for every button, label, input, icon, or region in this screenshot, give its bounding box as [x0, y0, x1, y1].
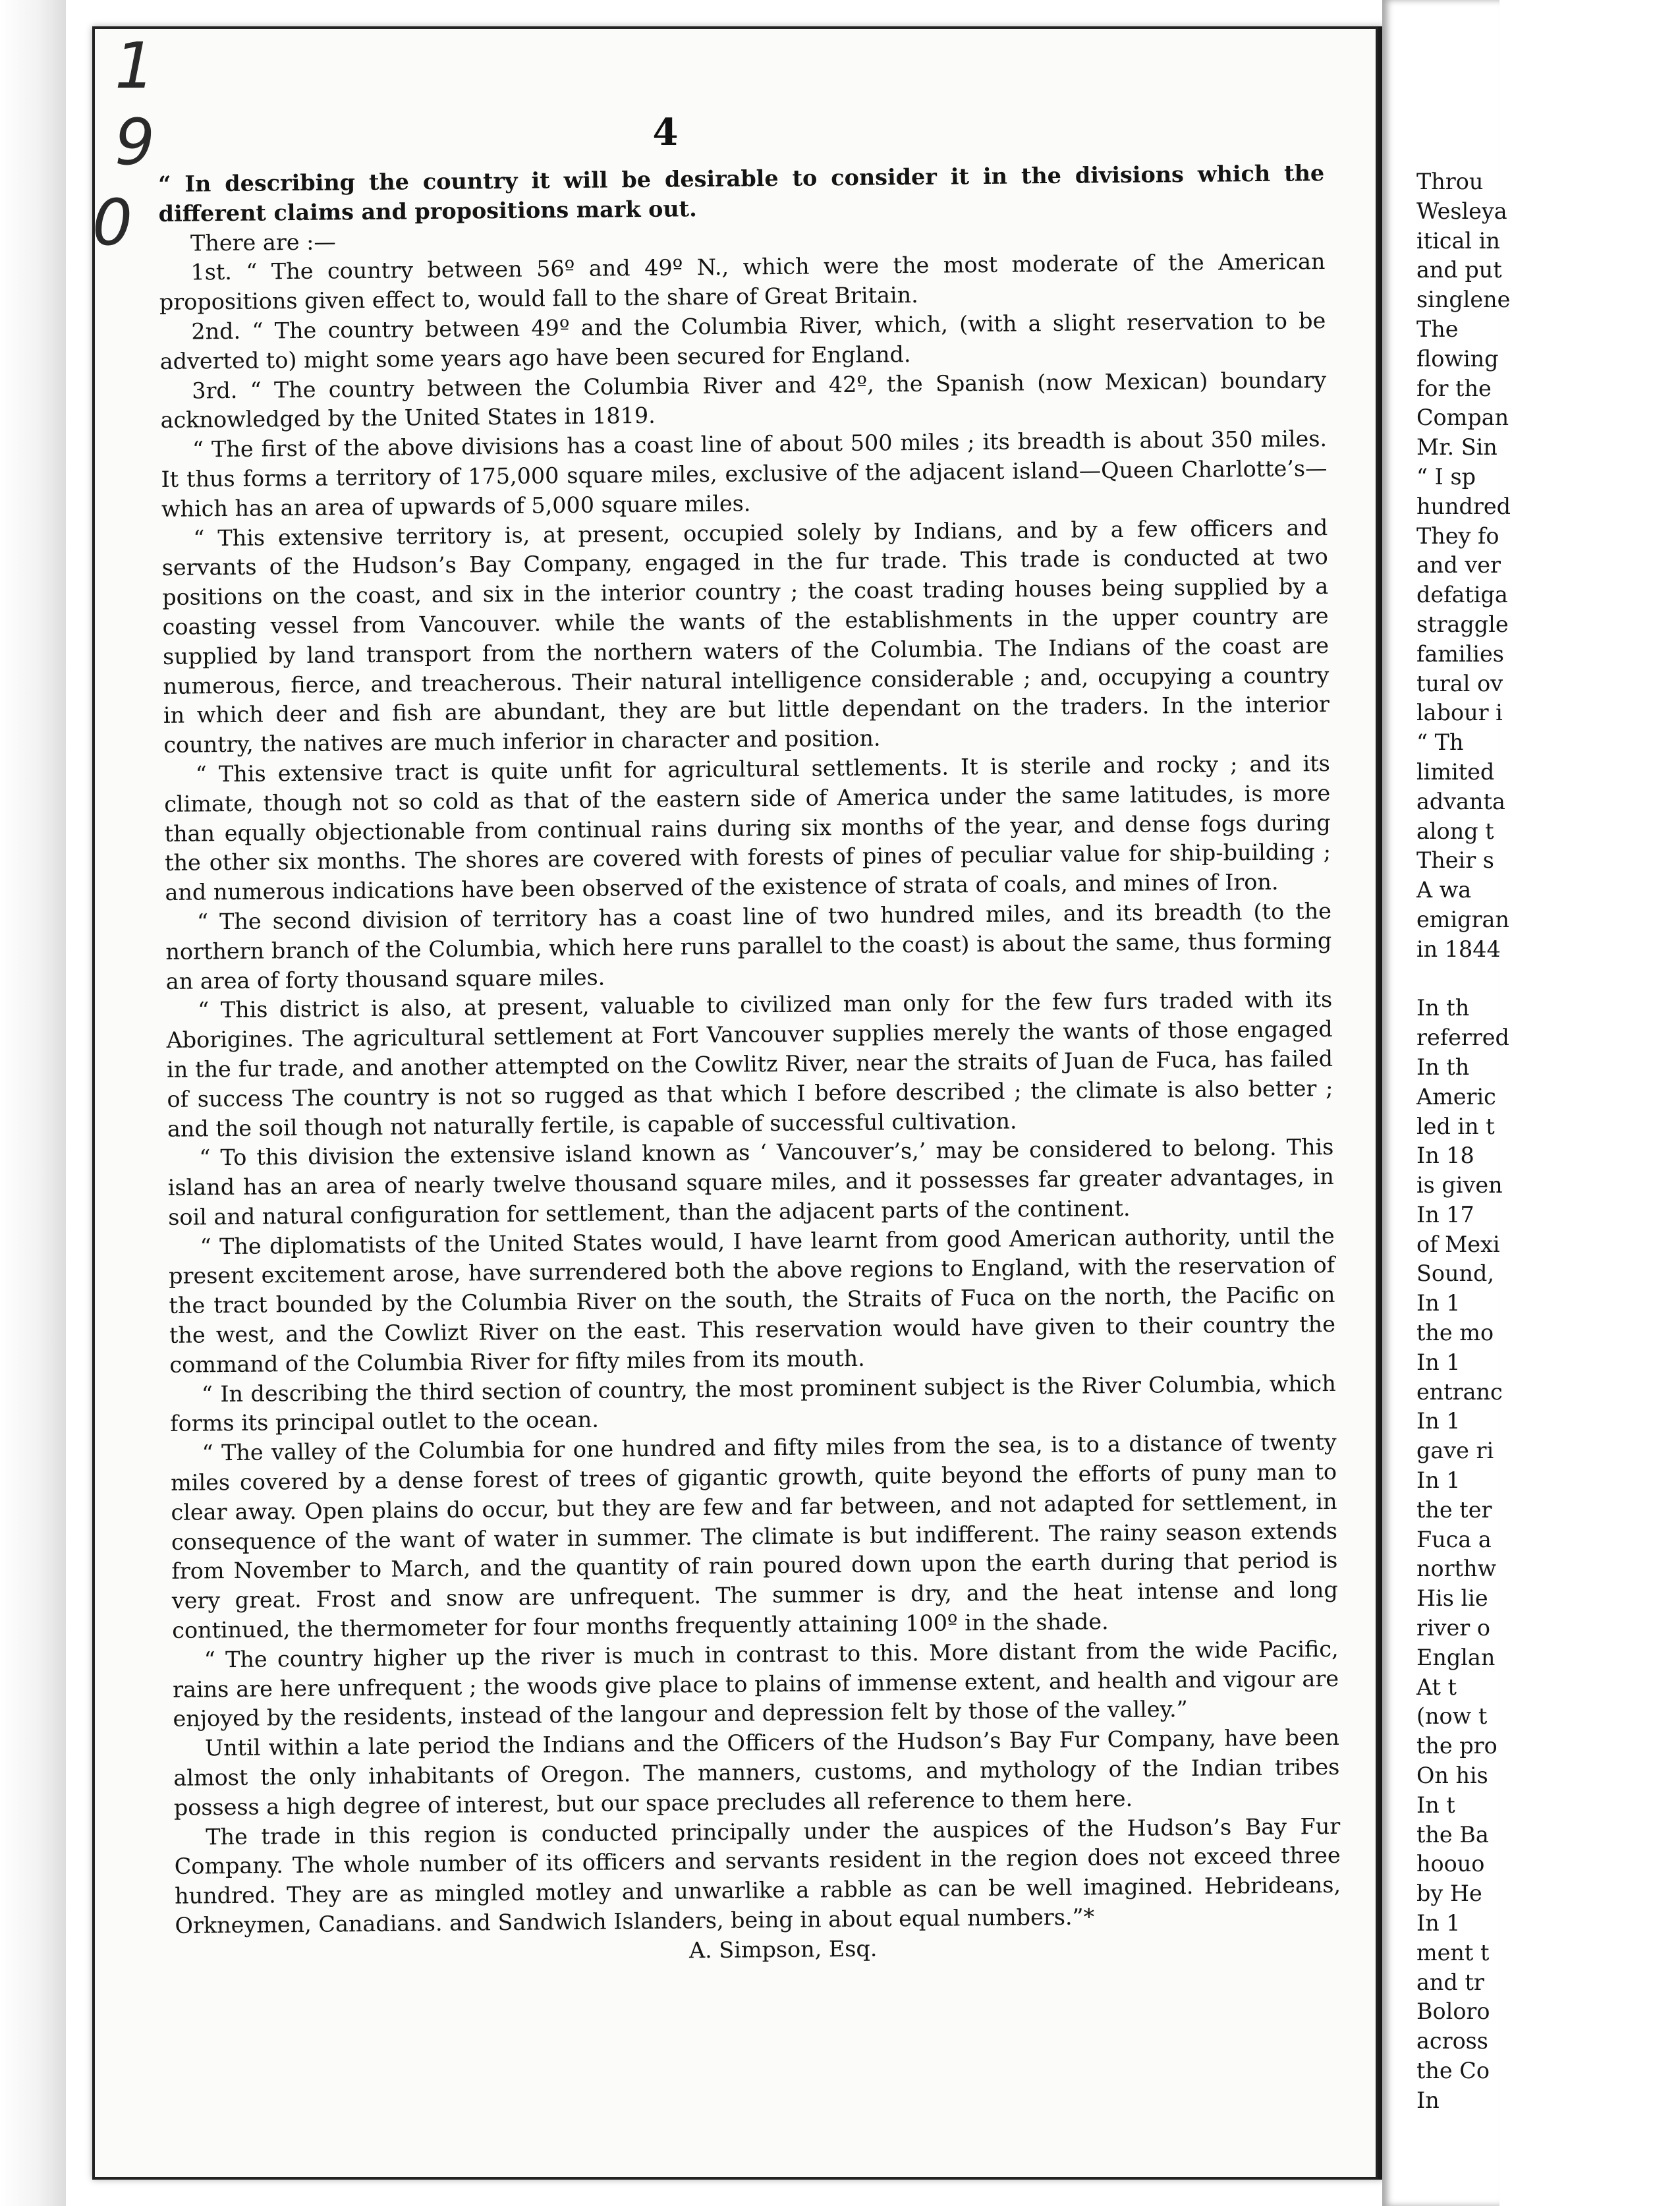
facing-page-line: families: [1416, 640, 1504, 667]
paragraph: “ The valley of the Columbia for one hundred and fifty miles from the sea, is to a distance of twenty miles covered by a dense forest of trees of gigantic growth, quite beyond the efforts of puny man to clear away. Open plains do occur, but they are few and far between, and not adapted for settlement, in consequence of the want of water in summer. The climate is but indifferent. The rainy season extends from November to March, and the quantity of rain poured down upon the earth during that period is very great. Frost and snow are unfrequent. The summer is dry, and the heat intense and long continued, the thermometer for four months frequently attaining 100º in the shade.: [170, 1429, 1338, 1643]
facing-page-line: Mr. Sin: [1416, 434, 1498, 461]
facing-page-line: itical in: [1416, 227, 1500, 254]
facing-page-line: the ter: [1416, 1496, 1492, 1523]
facing-page-line: the pro: [1416, 1733, 1498, 1759]
facing-page-line: His lie: [1416, 1585, 1488, 1612]
facing-page-line: led in t: [1416, 1113, 1495, 1139]
paragraph: “ In describing the third section of country, the most prominent subject is the River Columbia, which forms its principal outlet to the ocean.: [170, 1370, 1336, 1437]
facing-page-line: and ver: [1416, 552, 1501, 579]
facing-page-line: by He: [1416, 1881, 1482, 1907]
facing-page-line: gave ri: [1416, 1438, 1494, 1464]
margin-mark-3: 0: [92, 186, 133, 260]
facing-page-line: Boloro: [1416, 1998, 1490, 2025]
paragraph: “ To this division the extensive island known as ‘ Vancouver’s,’ may be considered to belong. This island has an area of nearly twelve thousand square miles, and it possesses far greater advantages, in soil and natural configuration for settlement, than the adjacent parts of the continent.: [167, 1134, 1334, 1230]
facing-page-line: flowing: [1416, 345, 1499, 372]
facing-page-line: In t: [1416, 1792, 1455, 1818]
facing-page-line: hoouo: [1416, 1851, 1485, 1877]
facing-page-line: and put: [1416, 257, 1502, 283]
facing-page-line: and tr: [1416, 1969, 1484, 1995]
article-body: [158, 159, 1341, 1970]
paragraph: Until within a late period the Indians and the Officers of the Hudson’s Bay Fur Company, have been almost the only inhabitants of Oregon. The manners, customs, and mythology of the Indian tribes possess a high degree of interest, but our space precludes all reference to them here.: [173, 1724, 1340, 1821]
facing-page-line: At t: [1416, 1674, 1457, 1700]
facing-page-line: In 18: [1416, 1143, 1474, 1169]
facing-page-line: defatiga: [1416, 582, 1508, 608]
facing-page-line: hundred: [1416, 493, 1511, 519]
facing-page-line: In 1: [1416, 1290, 1461, 1316]
facing-page-line: Fuca a: [1416, 1526, 1492, 1552]
facing-page-line: referred: [1416, 1025, 1509, 1051]
facing-page-line: (now t: [1416, 1703, 1488, 1730]
paragraph: “ This extensive tract is quite unfit for agricultural settlements. It is sterile and rocky ; and its climate, though not so cold as that of the eastern side of America under the same latitudes, is more than equally objectionable from continual rains during six months of the year, and dense fogs during the other six months. The shores are covered with forests of pines of peculiar value for ship-building ; and numerous indications have been observed of the existence of strata of coals, and mines of Iron.: [164, 750, 1331, 906]
facing-page-line: On his: [1416, 1763, 1488, 1789]
facing-page-line: ment t: [1416, 1939, 1490, 1966]
margin-mark-2: 9: [115, 105, 155, 179]
facing-page-line: along t: [1416, 818, 1494, 844]
paragraph: 2nd. “ The country between 49º and the Columbia River, which, (with a slight reservation to be adverted to) might some years ago have been secured for England.: [159, 307, 1326, 374]
facing-page-line: Wesleya: [1416, 198, 1507, 224]
facing-page-line: Compan: [1416, 405, 1509, 431]
facing-page-line: of Mexi: [1416, 1231, 1500, 1257]
facing-page-line: “ Th: [1416, 729, 1464, 756]
facing-page-line: in 1844: [1416, 936, 1501, 962]
facing-page-line: singlene: [1416, 287, 1511, 313]
facing-page-line: tural ov: [1416, 670, 1503, 696]
facing-page-line: In th: [1416, 1054, 1470, 1080]
facing-page-line: across: [1416, 2028, 1488, 2054]
margin-mark-1: 1: [115, 29, 155, 103]
facing-page-line: advanta: [1416, 788, 1505, 814]
paragraph: “ The diplomatists of the United States would, I have learnt from good American authority, until the present excitement arose, have surrendered both the above regions to England, with the reservation of the tract bounded by the Columbia River on the south, the Straits of Fuca on the north, the Pacific on the west, and the Cowlizt River on the east. This reservation would have given to their country the command of the Columbia River for fifty miles from its mouth.: [168, 1222, 1336, 1378]
paragraph: The trade in this region is conducted principally under the auspices of the Hudson’s Bay Fur Company. The whole number of its officers and servants resident in the region does not exceed three hundred. They are as mingled motley and unwarlike a rabble as can be well imagined. Hebrideans, Orkneymen, Canadians. and Sandwich Islanders, being in about equal numbers.”*: [174, 1813, 1341, 1938]
facing-page-line: Englan: [1416, 1644, 1496, 1670]
facing-page-line: the mo: [1416, 1320, 1494, 1346]
facing-page-edge: [1382, 0, 1511, 2206]
paragraph: “ The first of the above divisions has a coast line of about 500 miles ; its breadth is about 350 miles. It thus forms a territory of 175,000 square miles, exclusive of the adjacent island—Queen Charlotte’s—which has an area of upwards of 5,000 square miles.: [161, 426, 1328, 522]
facing-page-line: [1416, 965, 1680, 994]
facing-page-line: the Ba: [1416, 1821, 1489, 1848]
facing-page-line: In 1: [1416, 1910, 1461, 1937]
facing-page-line: northw: [1416, 1556, 1497, 1582]
facing-page-line: In: [1416, 2087, 1440, 2113]
facing-page-line: entranc: [1416, 1378, 1503, 1405]
facing-page-line: Throu: [1416, 169, 1484, 194]
facing-page-line: In 17: [1416, 1201, 1474, 1228]
paragraph: “ In describing the country it will be desirable to consider it in the divisions which the different claims and propositions mark out.: [158, 160, 1325, 227]
paragraph: 3rd. “ The country between the Columbia River and 42º, the Spanish (now Mexican) boundary acknowledged by the United States in 1819.: [160, 366, 1327, 434]
paragraph: “ This extensive territory is, at present, occupied solely by Indians, and by a few officers and servants of the Hudson’s Bay Company, engaged in the fur trade. This trade is conducted at two positions on the coast, and six in the interior country ; the coast trading houses being supplied by a coasting vessel from Vancouver. while the wants of the establishments in the upper country are supplied by land transport from the northern waters of the Columbia. The Indians of the coast are numerous, fierce, and treacherous. Their natural intelligence considerable ; and, occupying a country in which deer and fish are abundant, they are but little dependant on the traders. In the interior country, the natives are much inferior in character and position.: [161, 514, 1330, 758]
facing-page-line: straggle: [1416, 611, 1509, 637]
facing-page-text: [1416, 167, 1680, 2116]
facing-page-line: is given: [1416, 1172, 1503, 1199]
facing-page-line: emigran: [1416, 906, 1509, 932]
paragraph: 1st. “ The country between 56º and 49º N., which were the most moderate of the American propositions given effect to, would fall to the share of Great Britain.: [159, 248, 1326, 316]
attribution: A. Simpson, Esq.: [688, 1935, 878, 1964]
facing-page-line: In 1: [1416, 1349, 1461, 1375]
facing-page-line: They fo: [1416, 523, 1499, 549]
scan-left-margin: [0, 0, 66, 2206]
facing-page-line: “ I sp: [1416, 463, 1476, 490]
facing-page-line: In th: [1416, 995, 1470, 1021]
paragraph: “ The country higher up the river is much in contrast to this. More distant from the wide Pacific, rains are here unfrequent ; the woods give place to plains of immense extent, and health and vigour are enjoyed by the residents, instead of the langour and depression felt by those of the valley.”: [172, 1635, 1339, 1732]
page-number: 4: [652, 111, 679, 154]
facing-page-line: A wa: [1416, 877, 1472, 903]
facing-page-line: limited: [1416, 758, 1495, 785]
paragraph: “ This district is also, at present, valuable to civilized man only for the few furs traded with its Aborigines. The agricultural settlement at Fort Vancouver supplies merely the wants of those engaged in the fur trade, and another attempted on the Cowlitz River, near the straits of Juan de Fuca, has failed of success The country is not so rugged as that which I before described ; the climate is also better ; and the soil though not naturally fertile, is capable of successful cultivation.: [166, 986, 1333, 1142]
facing-page-line: Sound,: [1416, 1260, 1494, 1287]
facing-page-line: Americ: [1416, 1083, 1496, 1110]
facing-page-line: labour i: [1416, 700, 1503, 726]
facing-page-line: river o: [1416, 1615, 1490, 1641]
facing-page-line: the Co: [1416, 2058, 1490, 2083]
facing-page-line: The: [1416, 316, 1459, 342]
paragraph: There are :—: [190, 229, 337, 256]
paragraph: “ The second division of territory has a coast line of two hundred miles, and its breadth (to the northern branch of the Columbia, which here runs parallel to the coast) is about the same, thus forming an area of forty thousand square miles.: [165, 897, 1332, 994]
facing-page-line: for the: [1416, 375, 1492, 401]
facing-page-line: Their s: [1416, 847, 1494, 874]
facing-page-line: In 1: [1416, 1408, 1461, 1434]
facing-page-line: In 1: [1416, 1467, 1461, 1494]
